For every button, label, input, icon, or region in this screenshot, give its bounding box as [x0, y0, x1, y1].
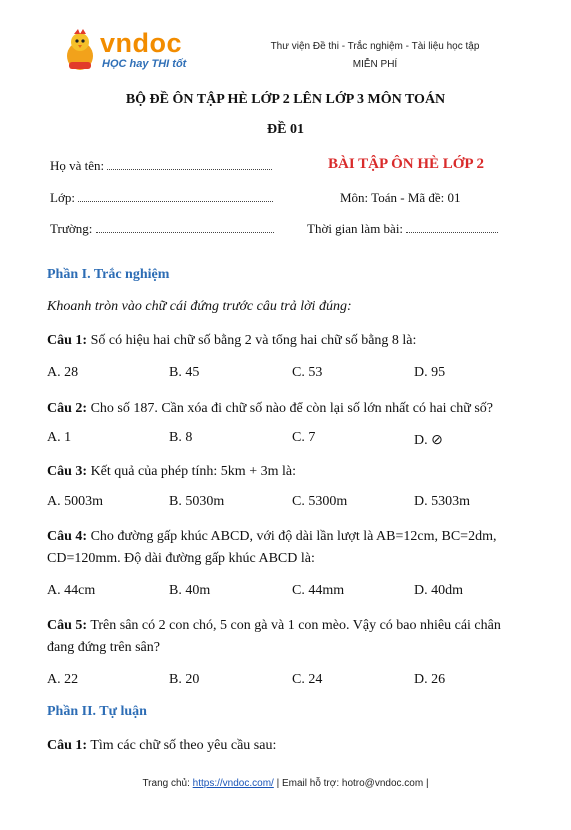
part1-instruction: Khoanh tròn vào chữ cái đứng trước câu trả lời đúng:: [47, 299, 352, 314]
q1-option-c: C. 53: [292, 365, 323, 380]
question-3: [47, 461, 296, 483]
q4-option-c: C. 44mm: [292, 583, 345, 598]
exam-code-title: ĐỀ 01: [267, 122, 304, 137]
question-4: [47, 526, 527, 570]
header-right: [240, 38, 510, 74]
header-library-text: Thư viện Đề thi - Trắc nghiệm - Tài liệu học tập: [270, 41, 480, 52]
q5-option-b: B. 20: [169, 672, 200, 687]
q4-option-b: B. 40m: [169, 583, 211, 598]
footer-home-link[interactable]: https://vndoc.com/: [192, 778, 274, 789]
question-text: Cho đường gấp khúc ABCD, với độ dài lần lượt là AB=12cm, BC=2dm,: [90, 529, 497, 544]
q5-option-a: A. 22: [47, 672, 79, 687]
time-field: [307, 221, 498, 237]
question-label: Câu 4:: [47, 529, 88, 544]
school-field: [50, 221, 274, 237]
question-text: Cho số 187. Cần xóa đi chữ số nào để còn lại số lớn nhất có hai chữ số?: [90, 401, 494, 416]
question-line-2: CD=120mm. Độ dài đường gấp khúc ABCD là:: [47, 551, 315, 566]
q3-option-c: C. 5300m: [292, 494, 348, 509]
q2-option-c: C. 7: [292, 430, 316, 445]
part2-heading: Phần II. Tự luận: [47, 704, 147, 719]
summer-banner: BÀI TẬP ÔN HÈ LỚP 2: [328, 156, 485, 172]
q2-option-b: B. 8: [169, 430, 193, 445]
question-text: Số có hiệu hai chữ số bằng 2 và tổng hai chữ số bằng 8 là:: [90, 333, 417, 348]
question-text: Trên sân có 2 con chó, 5 con gà và 1 con mèo. Vậy có bao nhiêu cái chân: [90, 618, 501, 633]
class-dotted-line: [78, 191, 273, 202]
logo-tagline: HỌC hay THI tốt: [102, 58, 187, 70]
q5-option-d: D. 26: [414, 672, 446, 687]
question-label: Câu 2:: [47, 401, 88, 416]
q1-option-d: D. 95: [414, 365, 446, 380]
q2-option-d: D. ⊘: [414, 433, 443, 448]
question-label: Câu 1:: [47, 333, 88, 348]
page-title: BỘ ĐỀ ÔN TẬP HÈ LỚP 2 LÊN LỚP 3 MÔN TOÁN: [125, 92, 446, 107]
q5-option-c: C. 24: [292, 672, 323, 687]
header-free-text: MIỄN PHÍ: [352, 59, 398, 70]
question-1: [47, 330, 416, 352]
time-label: Thời gian làm bài:: [307, 221, 404, 236]
school-dotted-line: [96, 222, 274, 233]
question-text: Tìm các chữ số theo yêu cầu sau:: [90, 738, 277, 753]
question-text: Kết quả của phép tính: 5km + 3m là:: [90, 464, 296, 479]
footer-home-label: Trang chủ:: [142, 778, 190, 789]
question-line-2: đang đứng trên sân?: [47, 640, 160, 655]
subject-code: Môn: Toán - Mã đề: 01: [340, 190, 461, 205]
question-label: Câu 3:: [47, 464, 88, 479]
q3-option-b: B. 5030m: [169, 494, 225, 509]
question-label: Câu 5:: [47, 618, 88, 633]
q4-option-a: A. 44cm: [47, 583, 96, 598]
name-label: Họ và tên:: [50, 158, 105, 173]
class-field: [50, 190, 273, 206]
q1-option-b: B. 45: [169, 365, 200, 380]
mascot-icon: [62, 28, 98, 74]
vndoc-logo: [62, 28, 212, 74]
logo-wordmark: vndoc: [100, 28, 183, 58]
question-2: [47, 398, 493, 420]
page-footer: [0, 778, 571, 789]
q3-option-a: A. 5003m: [47, 494, 103, 509]
part2-question-1: [47, 735, 276, 757]
name-dotted-line: [107, 159, 272, 170]
part1-heading: Phần I. Trắc nghiệm: [47, 267, 170, 282]
q2-option-a: A. 1: [47, 430, 72, 445]
name-field: [50, 158, 272, 174]
q1-option-a: A. 28: [47, 365, 79, 380]
question-line-1: [47, 615, 527, 637]
question-5: [47, 615, 527, 659]
question-line-1: [47, 526, 527, 548]
footer-support-text: | Email hỗ trợ: hotro@vndoc.com |: [276, 778, 429, 789]
time-dotted-line: [406, 222, 498, 233]
school-label: Trường:: [50, 221, 93, 236]
q4-option-d: D. 40dm: [414, 583, 463, 598]
class-label: Lớp:: [50, 190, 75, 205]
question-label: Câu 1:: [47, 738, 88, 753]
q3-option-d: D. 5303m: [414, 494, 470, 509]
